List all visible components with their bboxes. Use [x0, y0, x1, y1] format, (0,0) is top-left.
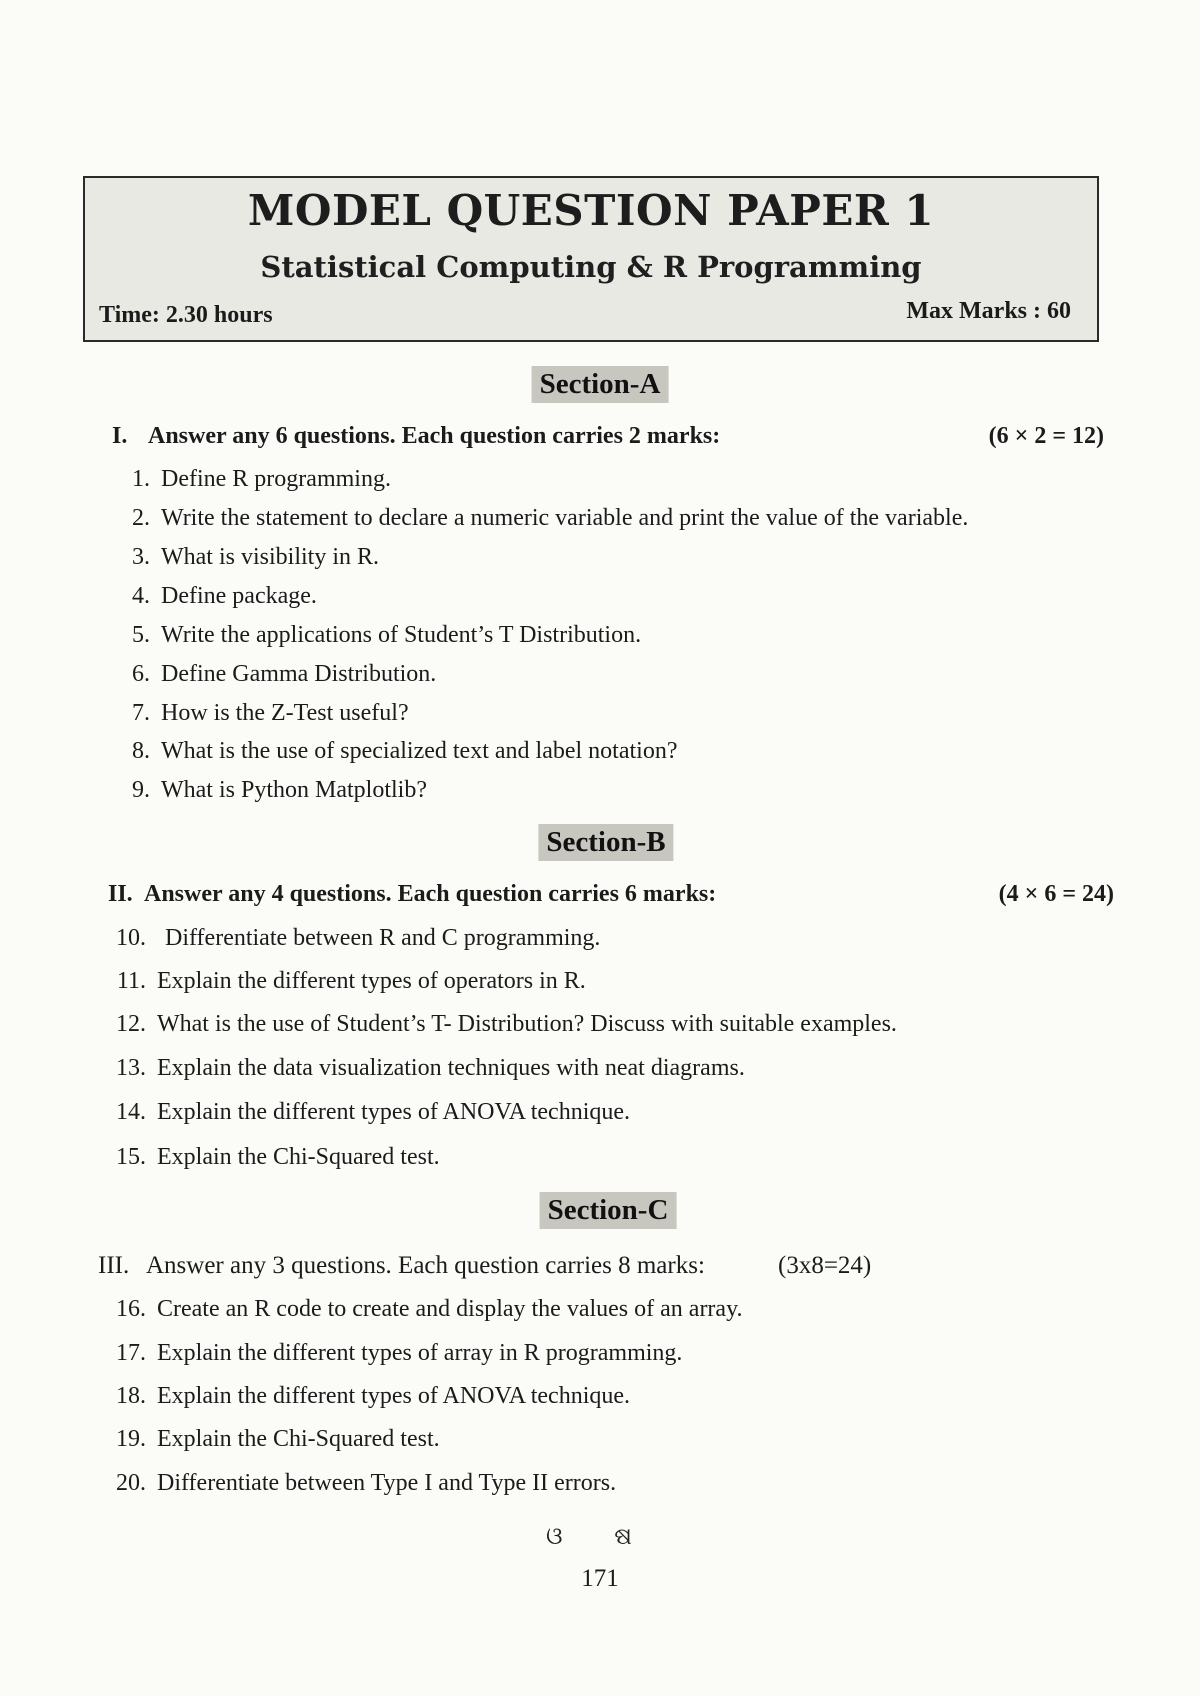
section-b-roman: II.: [108, 881, 133, 907]
paper-header-box: [83, 176, 1099, 342]
question-text: Explain the different types of ANOVA technique.: [157, 1099, 631, 1125]
question-item: [110, 466, 1110, 502]
question-item: [110, 925, 1110, 961]
section-a-roman: I.: [112, 423, 128, 449]
end-ornament: ଓ ଷ: [546, 1522, 654, 1550]
question-text: Explain the data visualization techniques with neat diagrams.: [157, 1055, 745, 1081]
question-item: [110, 1470, 1110, 1506]
question-item: [110, 968, 1110, 1004]
question-text: Define Gamma Distribution.: [161, 661, 437, 687]
question-item: [110, 777, 1110, 813]
question-number: 11.: [116, 968, 146, 994]
question-number: 7.: [132, 700, 150, 726]
question-number: 10.: [116, 925, 146, 951]
question-number: 17.: [116, 1340, 146, 1366]
question-text: Create an R code to create and display the values of an array.: [157, 1296, 743, 1322]
question-text: Explain the different types of operators in R.: [157, 968, 586, 994]
question-number: 19.: [116, 1426, 146, 1452]
question-item: [110, 738, 1110, 774]
question-text: Differentiate between Type I and Type II errors.: [157, 1470, 617, 1496]
question-number: 2.: [132, 505, 150, 531]
question-number: 3.: [132, 544, 150, 570]
question-text: Write the statement to declare a numeric variable and print the value of the variable.: [161, 505, 969, 531]
section-a-marks: (6 × 2 = 12): [988, 423, 1104, 449]
question-item: [110, 505, 1110, 541]
question-number: 20.: [116, 1470, 146, 1496]
question-item: [110, 1383, 1110, 1419]
question-item: [110, 1055, 1110, 1091]
question-text: Explain the Chi-Squared test.: [157, 1144, 440, 1170]
question-number: 8.: [132, 738, 150, 764]
section-b-instruction-text: Answer any 4 questions. Each question carries 6 marks:: [144, 881, 717, 907]
max-marks: Max Marks : 60: [906, 298, 1071, 324]
question-text: What is visibility in R.: [161, 544, 380, 570]
question-number: 13.: [116, 1055, 146, 1081]
question-item: [110, 1144, 1110, 1180]
question-item: [110, 544, 1110, 580]
page-number: 171: [581, 1565, 619, 1592]
question-text: Differentiate between R and C programming.: [165, 925, 601, 951]
question-item: [110, 661, 1110, 697]
question-item: [110, 1426, 1110, 1462]
section-c-instruction: [98, 1252, 898, 1286]
question-text: What is the use of Student’s T- Distribution? Discuss with suitable examples.: [157, 1011, 897, 1037]
paper-title: MODEL QUESTION PAPER 1: [247, 186, 935, 235]
section-c-heading: Section-C: [540, 1192, 677, 1229]
section-a-instruction-text: Answer any 6 questions. Each question carries 2 marks:: [148, 423, 721, 449]
question-item: [110, 1340, 1110, 1376]
question-text: Define R programming.: [161, 466, 391, 492]
question-number: 14.: [116, 1099, 146, 1125]
question-text: How is the Z-Test useful?: [161, 700, 409, 726]
section-c-instruction-text: Answer any 3 questions. Each question carries 8 marks:: [146, 1252, 705, 1279]
question-item: [110, 622, 1110, 658]
question-number: 6.: [132, 661, 150, 687]
section-b-marks: (4 × 6 = 24): [998, 881, 1114, 907]
exam-time: Time: 2.30 hours: [99, 302, 273, 328]
question-text: Explain the different types of array in R programming.: [157, 1340, 683, 1366]
question-text: Write the applications of Student’s T Distribution.: [161, 622, 642, 648]
section-b-instruction: [108, 881, 1114, 915]
question-number: 1.: [132, 466, 150, 492]
question-text: What is Python Matplotlib?: [161, 777, 427, 803]
paper-subtitle: Statistical Computing & R Programming: [260, 250, 922, 284]
question-number: 5.: [132, 622, 150, 648]
question-number: 4.: [132, 583, 150, 609]
section-a-instruction: [112, 423, 1104, 457]
question-item: [110, 1011, 1110, 1047]
question-number: 12.: [116, 1011, 146, 1037]
question-item: [110, 700, 1110, 736]
question-item: [110, 583, 1110, 619]
question-item: [110, 1296, 1110, 1332]
question-text: Explain the Chi-Squared test.: [157, 1426, 440, 1452]
question-text: What is the use of specialized text and label notation?: [161, 738, 678, 764]
question-text: Explain the different types of ANOVA technique.: [157, 1383, 631, 1409]
question-number: 18.: [116, 1383, 146, 1409]
question-item: [110, 1099, 1110, 1135]
section-c-marks: (3x8=24): [778, 1252, 872, 1279]
question-number: 16.: [116, 1296, 146, 1322]
section-a-heading: Section-A: [532, 366, 669, 403]
question-number: 9.: [132, 777, 150, 803]
question-text: Define package.: [161, 583, 317, 609]
question-number: 15.: [116, 1144, 146, 1170]
section-c-roman: III.: [98, 1252, 130, 1279]
section-b-heading: Section-B: [538, 824, 673, 861]
